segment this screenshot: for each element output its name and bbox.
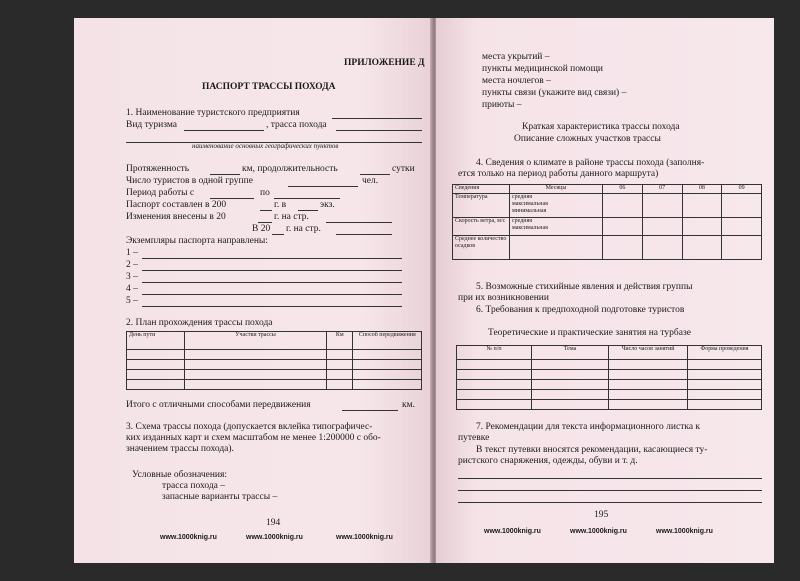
item1-heading: 1. Наименование туристского предприятия: [126, 108, 300, 118]
item7-line1: 7. Рекомендации для текста информационного листка к: [476, 422, 701, 432]
fill-line: [458, 502, 762, 503]
item7-line4: ристского снаряжения, одежды, обуви и т. д.: [458, 456, 638, 466]
item3-line2: ких изданных карт и схем масштабом не менее 1:200000 с обо-: [126, 433, 381, 443]
shelter-line: места укрытий –: [482, 52, 550, 62]
fill-line: [274, 198, 340, 199]
footer-link-3[interactable]: www.1000knig.ru: [336, 534, 393, 541]
page-title: ПАСПОРТ ТРАССЫ ПОХОДА: [202, 82, 336, 92]
item3-line3: значением трассы похода).: [126, 444, 234, 454]
item5-line1: 5. Возможные стихийные явления и действия группы: [476, 282, 693, 292]
training-header-hours: Число часов занятий: [609, 346, 688, 360]
route-label: , трасса похода: [266, 120, 327, 130]
climate-header-info: Сведения: [453, 185, 510, 194]
fill-line: [272, 234, 284, 235]
climate-table: [452, 184, 762, 260]
length-label: Протяженность: [126, 164, 190, 174]
climate-row-label: Скорость ветра, м/с: [453, 218, 510, 236]
climate-value: средняя: [512, 194, 533, 200]
climate-row-label: Среднее количество осадков: [453, 236, 510, 260]
item2-heading: 2. План прохождения трассы похода: [126, 318, 273, 328]
climate-row-label: Температура: [453, 194, 510, 218]
fill-line: [288, 186, 358, 187]
item6-heading: 6. Требования к предпоходной подготовке туристов: [476, 305, 685, 315]
copy-row-1: 1 –: [126, 248, 138, 258]
training-title: Теоретические и практические занятия на турбазе: [488, 328, 691, 338]
fill-line: [210, 174, 240, 175]
fill-line: [142, 270, 402, 271]
fill-line: [332, 118, 422, 119]
fill-line: [342, 410, 398, 411]
climate-value: максимальная: [512, 225, 548, 231]
right-page: [436, 18, 774, 563]
changes-rest: г. на стр.: [274, 212, 309, 222]
plan-header-mode: Способ передвижения: [353, 332, 422, 350]
hard-sections-title: Описание сложных участков трассы: [514, 134, 661, 144]
footer-link-3[interactable]: www.1000knig.ru: [656, 528, 713, 535]
days-unit: сутки: [392, 164, 415, 174]
climate-value: максимальная: [512, 201, 548, 207]
climate-header-months: Месяцы: [510, 185, 603, 194]
fill-line: [336, 234, 392, 235]
changes2-label: В 20: [252, 224, 271, 234]
footer-link-2[interactable]: www.1000knig.ru: [570, 528, 627, 535]
fill-line: [260, 210, 272, 211]
footer-link-1[interactable]: www.1000knig.ru: [160, 534, 217, 541]
copy-row-5: 5 –: [126, 296, 138, 306]
compiled-rest: г. в: [274, 200, 287, 210]
item7-line2: путевке: [458, 433, 490, 443]
fill-line: [360, 174, 390, 175]
appendix-label: ПРИЛОЖЕНИЕ Д: [344, 58, 425, 68]
fill-line: [336, 130, 422, 131]
item3-line1: 3. Схема трассы похода (допускается вклейка типографичес-: [126, 422, 373, 432]
short-title: Краткая характеристика трассы похода: [522, 122, 680, 132]
training-header-form: Форма проведения: [688, 346, 762, 360]
page-number-right: 195: [594, 510, 609, 520]
training-header-topic: Тема: [532, 346, 609, 360]
page-number-left: 194: [266, 518, 281, 528]
lodging-line: места ночлегов –: [482, 76, 551, 86]
changes-label: Изменения внесены в 20: [126, 212, 226, 222]
fill-line: [298, 210, 318, 211]
total-unit: км.: [402, 400, 416, 410]
medical-line: пункты медицинской помощи: [482, 64, 603, 74]
group-unit: чел.: [362, 176, 379, 186]
item4-line2: ется только на период работы данного маршрута): [458, 169, 659, 179]
copy-row-3: 3 –: [126, 272, 138, 282]
item5-line2: при их возникновении: [458, 293, 549, 303]
legend-route: трасса похода –: [162, 481, 226, 491]
fill-line: [142, 282, 402, 283]
fill-line: [458, 478, 762, 479]
fill-line: [142, 306, 402, 307]
climate-header-09: 09: [722, 185, 762, 194]
book-spread: [74, 18, 774, 563]
fill-line: [210, 198, 254, 199]
fill-line: [326, 222, 392, 223]
footer-link-2[interactable]: www.1000knig.ru: [246, 534, 303, 541]
changes2-rest: г. на стр.: [286, 224, 321, 234]
huts-line: приюты –: [482, 100, 522, 110]
plan-table: [126, 331, 422, 390]
plan-header-km: Км: [327, 332, 353, 350]
length-unit: км, продолжительность: [242, 164, 338, 174]
copies-sent-label: Экземпляры паспорта направлены:: [126, 236, 268, 246]
climate-header-07: 07: [642, 185, 682, 194]
period-to: по: [260, 188, 270, 198]
item4-line1: 4. Сведения о климате в районе трассы похода (заполня-: [476, 158, 705, 168]
plan-header-section: Участки трассы: [184, 332, 326, 350]
total-label: Итого с отличными способами передвижения: [126, 400, 311, 410]
geo-caption: наименование основных географических пунктов: [192, 142, 339, 150]
left-page: [74, 18, 432, 563]
plan-header-day: День пути: [127, 332, 185, 350]
tourism-type-label: Вид туризма: [126, 120, 178, 130]
legend-spare: запасные варианты трассы –: [162, 492, 278, 502]
fill-line: [142, 258, 402, 259]
footer-link-1[interactable]: www.1000knig.ru: [484, 528, 541, 535]
fill-line: [258, 222, 272, 223]
climate-value: минимальная: [512, 208, 547, 214]
fill-line: [458, 490, 762, 491]
group-label: Число туристов в одной группе: [126, 176, 253, 186]
climate-header-06: 06: [603, 185, 643, 194]
training-header-no: № п/п: [457, 346, 532, 360]
comms-line: пункты связи (укажите вид связи) –: [482, 88, 627, 98]
item7-line3: В текст путевки вносятся рекомендации, касающиеся ту-: [476, 445, 708, 455]
copies-unit: экз.: [320, 200, 335, 210]
compiled-label: Паспорт составлен в 200: [126, 200, 227, 210]
period-label: Период работы с: [126, 188, 195, 198]
copy-row-2: 2 –: [126, 260, 138, 270]
fill-line: [184, 130, 264, 131]
fill-line: [142, 294, 402, 295]
climate-header-08: 08: [682, 185, 722, 194]
training-table: [456, 345, 762, 410]
copy-row-4: 4 –: [126, 284, 138, 294]
legend-title: Условные обозначения:: [132, 470, 228, 480]
climate-value: средняя: [512, 218, 533, 224]
